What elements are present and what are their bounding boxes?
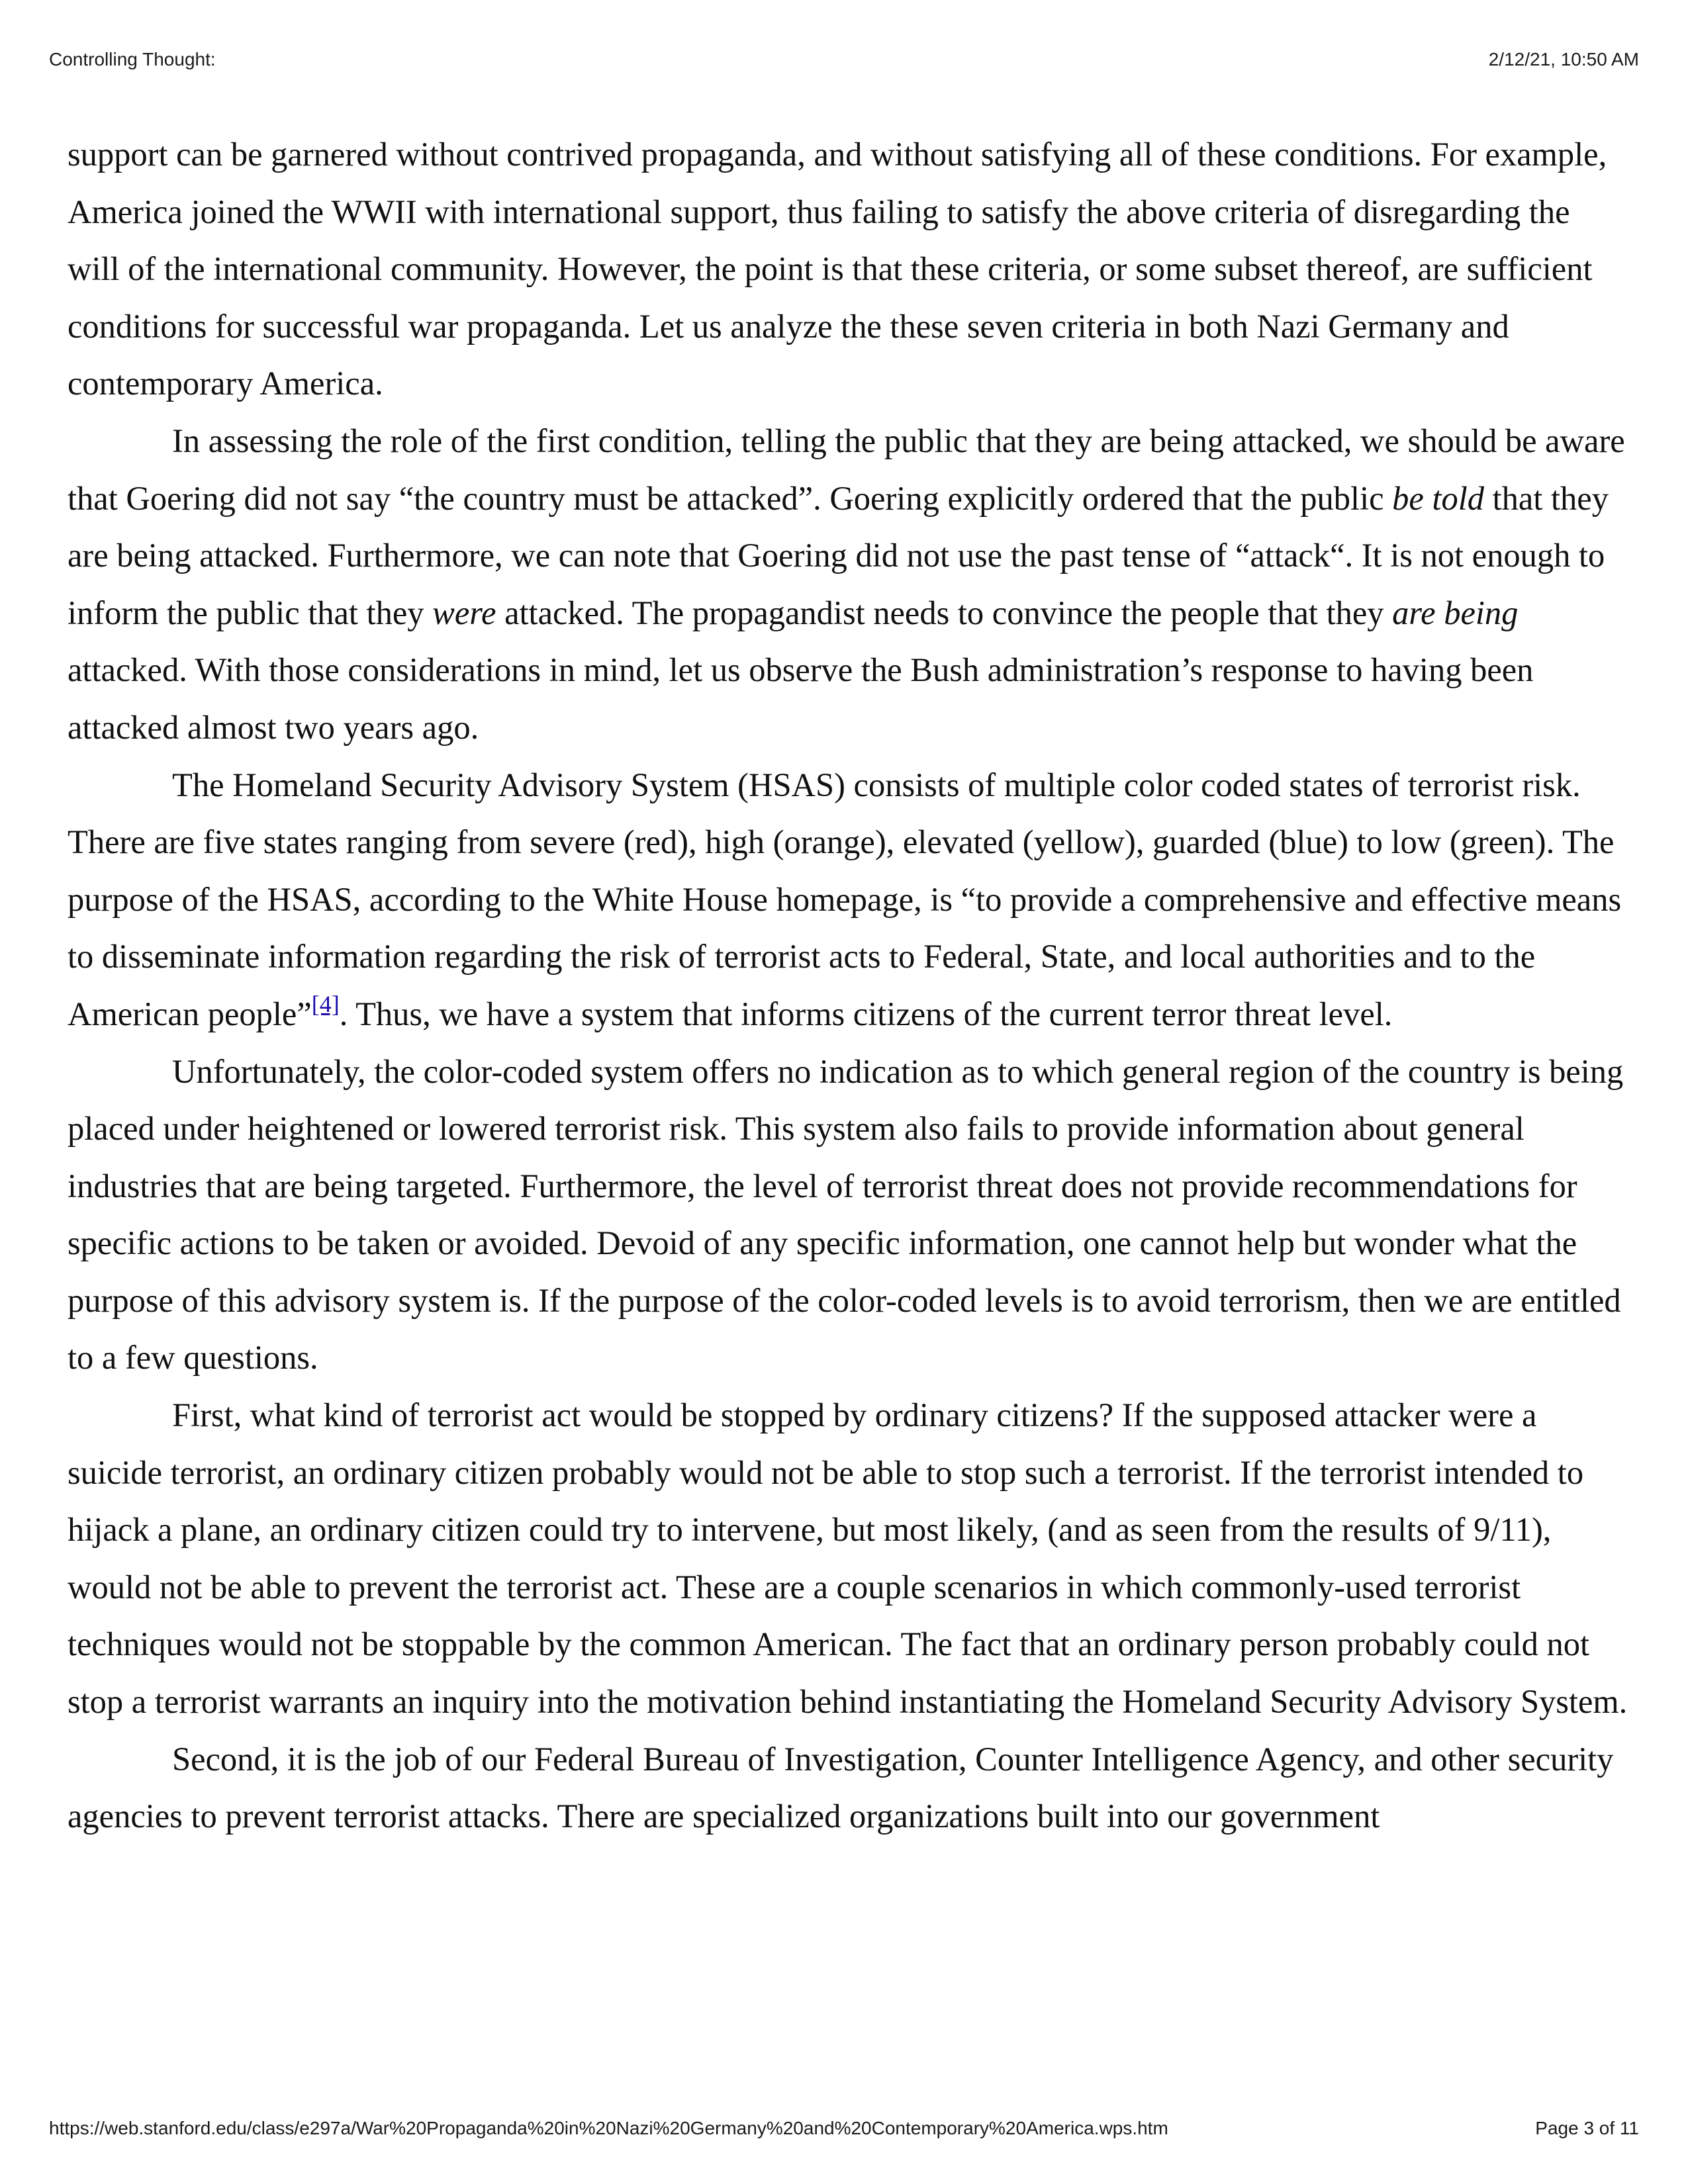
paragraph-2-text-c: that they are being attacked. Furthermore, we can note that Goering did not use the past tense of “attack“. It is not enough to inform the public that they — [68, 479, 1609, 631]
page-url: https://web.stanford.edu/class/e297a/War%20Propaganda%20in%20Nazi%20Germany%20and%20Contemporary%20America.wps.htm — [49, 2118, 1168, 2138]
print-footer — [49, 2118, 1639, 2139]
paragraph-4: Unfortunately, the color-coded system offers no indication as to which general region of the country is being placed under heightened or lowered terrorist risk. This system also fails to provide information about general industries that are being targeted. Furthermore, the level of terrorist threat does not provide recommendations for specific actions to be taken or avoided. Devoid of any specific information, one cannot help but wonder what the purpose of this advisory system is. If the purpose of the color-coded levels is to avoid terrorism, then we are entitled to a few questions. — [68, 1052, 1624, 1377]
print-header — [49, 49, 1639, 70]
emphasis-are-being: are being — [1392, 594, 1519, 631]
paragraph-2-text-e: attacked. The propagandist needs to convince the people that they — [496, 594, 1393, 631]
emphasis-were: were — [432, 594, 496, 631]
paragraph-2 — [68, 412, 1630, 756]
page-number: Page 3 of 11 — [1535, 2118, 1639, 2138]
paragraph-1: support can be garnered without contrived propaganda, and without satisfying all of these conditions. For example, America joined the WWII with international support, thus failing to satisfy the above criteria of disregarding the will of the international community. However, the point is that these criteria, or some subset thereof, are sufficient conditions for successful war propaganda. Let us analyze the these seven criteria in both Nazi Germany and contemporary America. — [68, 136, 1607, 402]
paragraph-3 — [68, 756, 1630, 1043]
print-datetime: 2/12/21, 10:50 AM — [1488, 49, 1639, 69]
paragraph-5: First, what kind of terrorist act would be stopped by ordinary citizens? If the supposed attacker were a suicide terrorist, an ordinary citizen probably would not be able to stop such a terrorist. If the terrorist intended to hijack a plane, an ordinary citizen could try to intervene, but most likely, (and as seen from the results of 9/11), would not be able to prevent the terrorist act. These are a couple scenarios in which commonly-used terrorist techniques would not be stoppable by the common American. The fact that an ordinary person probably could not stop a terrorist warrants an inquiry into the motivation behind instantiating the Homeland Security Advisory System. — [68, 1396, 1628, 1721]
paragraph-2-text-g: attacked. With those considerations in mind, let us observe the Bush administration’s response to having been attacked almost two years ago. — [68, 651, 1534, 746]
paragraph-3-text-b: . Thus, we have a system that informs citizens of the current terror threat level. — [339, 995, 1393, 1032]
paragraph-6: Second, it is the job of our Federal Bureau of Investigation, Counter Intelligence Agency, and other security agencies to prevent terrorist attacks. There are specialized organizations built into our government — [68, 1740, 1614, 1835]
document-body — [68, 126, 1630, 1845]
footnote-link-4[interactable]: [4] — [311, 990, 340, 1017]
paragraph-2-text-a: In assessing the role of the first condition, telling the public that they are being attacked, we should be aware that Goering did not say “the country must be attacked”. Goering explicitly ordered that the public — [68, 422, 1625, 517]
paragraph-3-text-a: The Homeland Security Advisory System (HSAS) consists of multiple color coded states of terrorist risk. There are five states ranging from severe (red), high (orange), elevated (yellow), guarded (blue) to low (green). The purpose of the HSAS, according to the White House homepage, is “to provide a comprehensive and effective means to disseminate information regarding the risk of terrorist acts to Federal, State, and local authorities and to the American people” — [68, 766, 1622, 1032]
emphasis-be-told: be told — [1392, 479, 1485, 517]
document-title: Controlling Thought: — [49, 49, 216, 69]
